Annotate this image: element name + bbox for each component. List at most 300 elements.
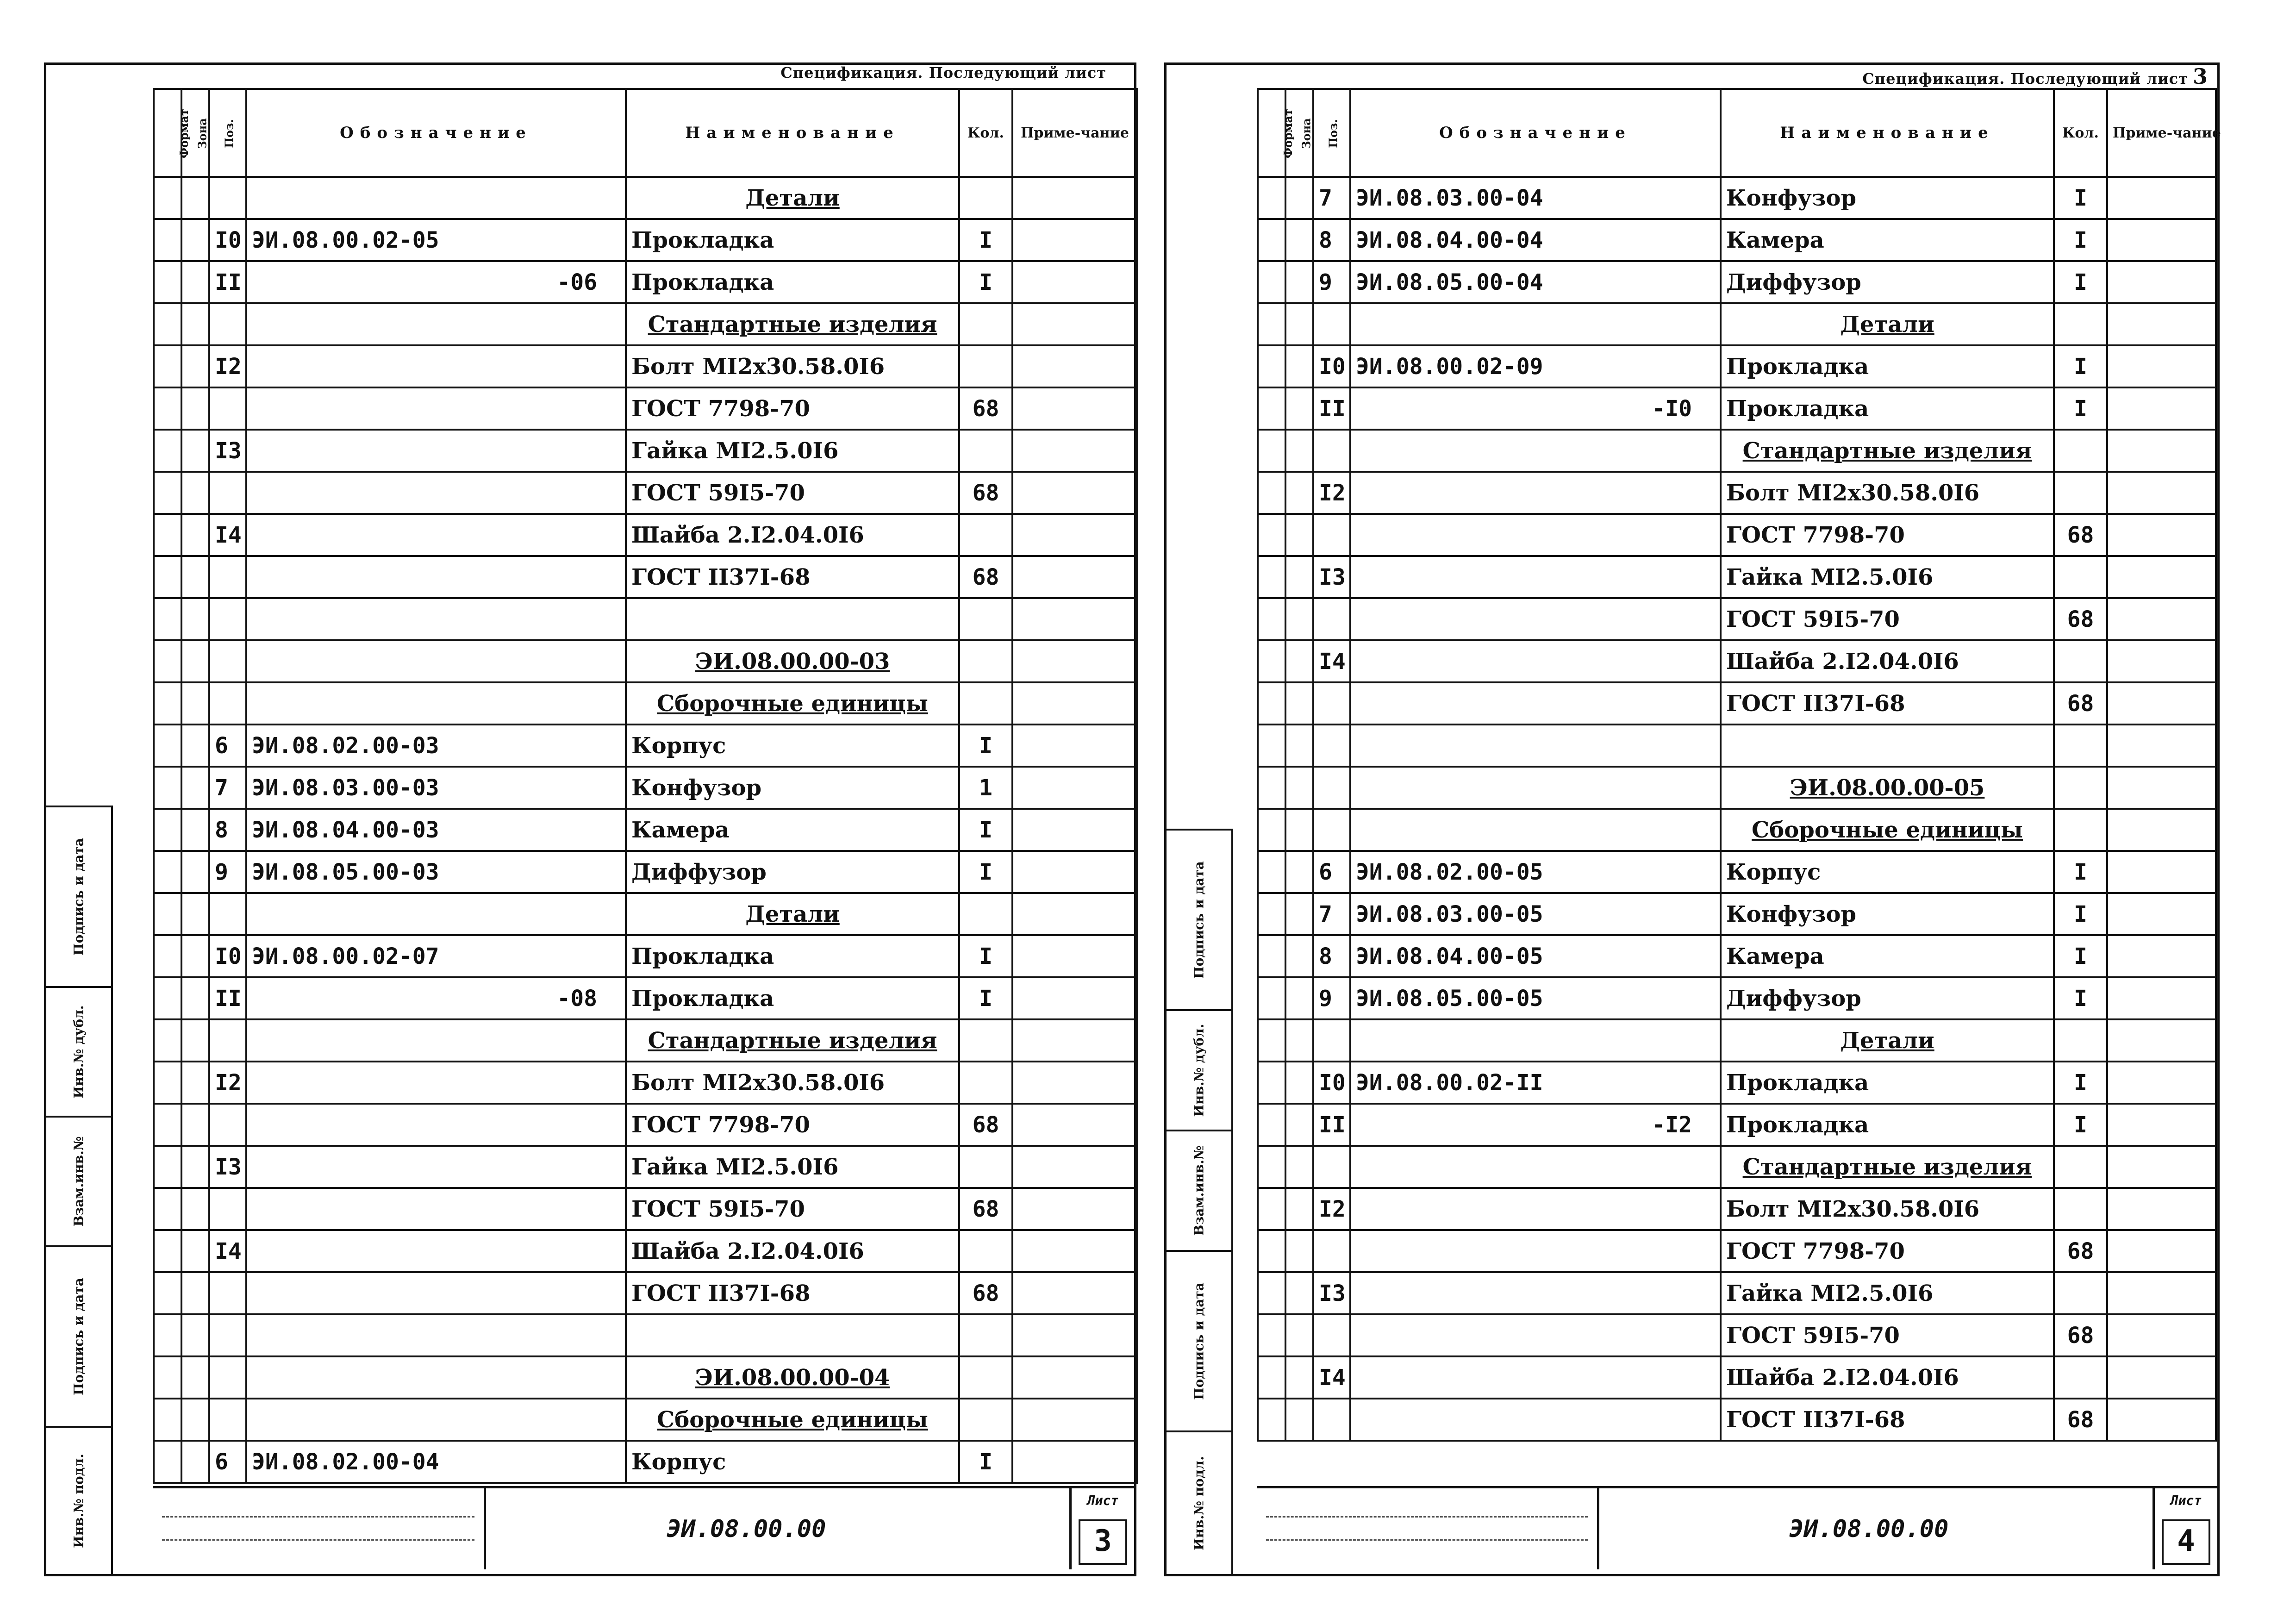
cell-note [1012, 1441, 1137, 1483]
cell-name: Стандартные изделия [1721, 430, 2054, 472]
cell-note [1012, 809, 1137, 851]
sheet-number: 3 [2192, 64, 2208, 89]
table-row [154, 430, 1137, 472]
cell-name: Прокладка [626, 977, 959, 1019]
cell-name: Гайка МI2.5.0I6 [1721, 556, 2054, 598]
table-row [154, 1356, 1137, 1399]
cell-fmt [1258, 935, 1285, 977]
cell-note [1012, 1272, 1137, 1314]
cell-note [1012, 1399, 1137, 1441]
cell-pos [209, 1314, 246, 1356]
table-row [1258, 1356, 2216, 1399]
table-row [154, 1062, 1137, 1104]
spec-rows [1258, 177, 2216, 1441]
cell-fmt [1258, 261, 1285, 303]
cell-zone [181, 893, 209, 935]
cell-name: Камера [626, 809, 959, 851]
sheet-header [1862, 64, 2208, 89]
cell-des [1350, 514, 1721, 556]
cell-pos: I4 [209, 514, 246, 556]
cell-name: Детали [626, 893, 959, 935]
cell-pos: I2 [209, 1062, 246, 1104]
cell-des: -I2 [1350, 1104, 1721, 1146]
table-row [1258, 1230, 2216, 1272]
cell-name: Гайка МI2.5.0I6 [1721, 1272, 2054, 1314]
cell-pos: 7 [1313, 893, 1350, 935]
cell-fmt [154, 177, 181, 219]
cell-name: Стандартные изделия [626, 303, 959, 345]
table-row [1258, 725, 2216, 767]
table-row [154, 219, 1137, 261]
strip-cell-sign-date-2: Подпись и дата [1167, 1250, 1231, 1430]
cell-note [2107, 219, 2216, 261]
cell-note [1012, 725, 1137, 767]
cell-des [246, 640, 626, 682]
cell-fmt [154, 556, 181, 598]
cell-zone [1285, 556, 1313, 598]
cell-fmt [154, 809, 181, 851]
cell-pos [209, 1272, 246, 1314]
cell-pos: I0 [209, 935, 246, 977]
cell-note [2107, 430, 2216, 472]
cell-pos: I3 [209, 1146, 246, 1188]
cell-note [1012, 1356, 1137, 1399]
cell-pos: 8 [209, 809, 246, 851]
cell-pos [1313, 682, 1350, 725]
table-row [154, 1230, 1137, 1272]
cell-note [1012, 556, 1137, 598]
cell-zone [181, 598, 209, 640]
cell-fmt [1258, 1230, 1285, 1272]
cell-zone [1285, 1019, 1313, 1062]
cell-des [1350, 303, 1721, 345]
col-qty: Кол. [2054, 89, 2107, 177]
cell-note [1012, 935, 1137, 977]
cell-note [1012, 598, 1137, 640]
cell-des: ЭИ.08.04.00-04 [1350, 219, 1721, 261]
cell-des [246, 1399, 626, 1441]
cell-qty [959, 1146, 1012, 1188]
cell-qty [2054, 767, 2107, 809]
cell-qty [2054, 1146, 2107, 1188]
table-row [154, 598, 1137, 640]
cell-note [2107, 1104, 2216, 1146]
cell-des [246, 1104, 626, 1146]
cell-fmt [1258, 1314, 1285, 1356]
cell-note [1012, 1146, 1137, 1188]
cell-pos: I3 [209, 430, 246, 472]
table-row [1258, 219, 2216, 261]
cell-fmt [154, 261, 181, 303]
cell-pos: 9 [209, 851, 246, 893]
cell-des [246, 514, 626, 556]
cell-note [2107, 1356, 2216, 1399]
binding-strip [1167, 829, 1233, 1574]
cell-des [246, 387, 626, 430]
table-row [154, 1019, 1137, 1062]
cell-des [246, 556, 626, 598]
table-row [154, 177, 1137, 219]
cell-name: Диффузор [1721, 977, 2054, 1019]
cell-des [246, 345, 626, 387]
cell-fmt [1258, 1272, 1285, 1314]
cell-note [2107, 1146, 2216, 1188]
cell-name: Шайба 2.I2.04.0I6 [626, 1230, 959, 1272]
cell-zone [181, 640, 209, 682]
list-label: Лист [2170, 1493, 2202, 1508]
cell-pos [209, 556, 246, 598]
cell-note [1012, 1314, 1137, 1356]
cell-qty [2054, 640, 2107, 682]
cell-qty [959, 598, 1012, 640]
table-row [154, 303, 1137, 345]
cell-zone [181, 725, 209, 767]
cell-zone [1285, 1399, 1313, 1441]
table-row [1258, 1104, 2216, 1146]
title-block [153, 1486, 1134, 1569]
cell-des [246, 1188, 626, 1230]
cell-qty: I [2054, 387, 2107, 430]
cell-fmt [1258, 345, 1285, 387]
col-pos: Поз. [1313, 89, 1350, 177]
spec-table [153, 88, 1138, 1484]
cell-fmt [1258, 893, 1285, 935]
cell-zone [1285, 598, 1313, 640]
cell-des: ЭИ.08.03.00-05 [1350, 893, 1721, 935]
table-row [1258, 935, 2216, 977]
cell-des: -08 [246, 977, 626, 1019]
cell-zone [1285, 1272, 1313, 1314]
table-row [154, 387, 1137, 430]
sheet-header [780, 64, 1106, 81]
cell-name: Камера [1721, 219, 2054, 261]
sheet-header-text: Спецификация. Последующий лист [780, 64, 1106, 81]
cell-des: ЭИ.08.04.00-03 [246, 809, 626, 851]
cell-qty: I [2054, 1104, 2107, 1146]
cell-des: -I0 [1350, 387, 1721, 430]
cell-des: ЭИ.08.03.00-03 [246, 767, 626, 809]
cell-note [2107, 1188, 2216, 1230]
cell-note [2107, 682, 2216, 725]
cell-name: Конфузор [626, 767, 959, 809]
cell-note [2107, 303, 2216, 345]
cell-pos: I4 [1313, 640, 1350, 682]
cell-fmt [154, 1146, 181, 1188]
cell-zone [1285, 387, 1313, 430]
cell-zone [1285, 935, 1313, 977]
cell-name: Корпус [626, 725, 959, 767]
cell-des [1350, 640, 1721, 682]
cell-zone [1285, 809, 1313, 851]
cell-fmt [154, 472, 181, 514]
cell-qty [2054, 303, 2107, 345]
cell-pos: I0 [209, 219, 246, 261]
cell-qty: 68 [959, 387, 1012, 430]
cell-qty: I [959, 219, 1012, 261]
cell-qty: 68 [2054, 1230, 2107, 1272]
cell-fmt [1258, 1019, 1285, 1062]
cell-zone [1285, 1314, 1313, 1356]
table-row [1258, 893, 2216, 935]
cell-qty [2054, 1019, 2107, 1062]
cell-qty [2054, 556, 2107, 598]
cell-name: ГОСТ 7798-70 [626, 1104, 959, 1146]
cell-pos [1313, 725, 1350, 767]
cell-des: ЭИ.08.02.00-03 [246, 725, 626, 767]
col-designation: Обозначение [246, 89, 626, 177]
cell-fmt [154, 430, 181, 472]
cell-name: Стандартные изделия [626, 1019, 959, 1062]
cell-note [2107, 1399, 2216, 1441]
cell-note [2107, 1019, 2216, 1062]
cell-note [1012, 430, 1137, 472]
table-row [154, 851, 1137, 893]
cell-zone [181, 809, 209, 851]
cell-fmt [1258, 177, 1285, 219]
cell-qty: I [2054, 935, 2107, 977]
cell-name: Шайба 2.I2.04.0I6 [1721, 1356, 2054, 1399]
cell-zone [181, 977, 209, 1019]
cell-qty: I [2054, 1062, 2107, 1104]
col-pos: Поз. [209, 89, 246, 177]
cell-zone [181, 1188, 209, 1230]
cell-zone [1285, 1146, 1313, 1188]
cell-fmt [1258, 1146, 1285, 1188]
cell-des [246, 1062, 626, 1104]
cell-des: ЭИ.08.05.00-03 [246, 851, 626, 893]
signature-area [153, 1488, 486, 1569]
col-note: Приме-чание [2107, 89, 2216, 177]
cell-zone [1285, 1062, 1313, 1104]
cell-pos [1313, 430, 1350, 472]
cell-fmt [1258, 387, 1285, 430]
table-row [154, 1146, 1137, 1188]
cell-zone [1285, 430, 1313, 472]
cell-zone [181, 472, 209, 514]
cell-name [626, 598, 959, 640]
col-designation: Обозначение [1350, 89, 1721, 177]
cell-zone [181, 556, 209, 598]
cell-zone [181, 514, 209, 556]
cell-pos [209, 598, 246, 640]
cell-des [246, 472, 626, 514]
cell-fmt [154, 640, 181, 682]
cell-qty: I [2054, 893, 2107, 935]
cell-qty: I [959, 261, 1012, 303]
col-name: Наименование [1721, 89, 2054, 177]
cell-pos [1313, 1146, 1350, 1188]
cell-name: Сборочные единицы [1721, 809, 2054, 851]
cell-pos: 8 [1313, 219, 1350, 261]
cell-note [1012, 640, 1137, 682]
cell-fmt [1258, 1062, 1285, 1104]
cell-des [1350, 556, 1721, 598]
cell-name: ГОСТ 59I5-70 [626, 472, 959, 514]
table-row [1258, 345, 2216, 387]
cell-fmt [1258, 809, 1285, 851]
cell-pos [1313, 1399, 1350, 1441]
cell-fmt [1258, 767, 1285, 809]
cell-fmt [154, 1272, 181, 1314]
cell-qty [2054, 809, 2107, 851]
cell-fmt [1258, 1188, 1285, 1230]
cell-note [1012, 893, 1137, 935]
table-row [154, 977, 1137, 1019]
table-row [1258, 556, 2216, 598]
strip-cell-sign-date: Подпись и дата [1167, 829, 1231, 1009]
cell-fmt [154, 1441, 181, 1483]
cell-des: ЭИ.08.05.00-04 [1350, 261, 1721, 303]
cell-qty [959, 640, 1012, 682]
cell-qty [959, 430, 1012, 472]
cell-name: Шайба 2.I2.04.0I6 [1721, 640, 2054, 682]
cell-pos: I4 [1313, 1356, 1350, 1399]
cell-zone [181, 303, 209, 345]
cell-name: Камера [1721, 935, 2054, 977]
cell-note [1012, 303, 1137, 345]
cell-qty: I [2054, 177, 2107, 219]
cell-des: ЭИ.08.00.02-07 [246, 935, 626, 977]
cell-pos: I2 [209, 345, 246, 387]
table-row [154, 514, 1137, 556]
cell-qty [959, 1230, 1012, 1272]
table-row [154, 935, 1137, 977]
cell-fmt [154, 345, 181, 387]
cell-pos [1313, 809, 1350, 851]
cell-qty [959, 1019, 1012, 1062]
cell-name: Гайка МI2.5.0I6 [626, 430, 959, 472]
cell-pos [209, 1356, 246, 1399]
cell-zone [181, 1441, 209, 1483]
cell-qty: I [2054, 261, 2107, 303]
col-name: Наименование [626, 89, 959, 177]
cell-zone [1285, 345, 1313, 387]
cell-fmt [154, 935, 181, 977]
cell-pos [1313, 1230, 1350, 1272]
table-row [154, 261, 1137, 303]
cell-fmt [154, 598, 181, 640]
cell-zone [181, 177, 209, 219]
cell-pos [209, 1188, 246, 1230]
cell-fmt [1258, 472, 1285, 514]
cell-pos [209, 1104, 246, 1146]
cell-zone [1285, 1188, 1313, 1230]
cell-des [1350, 809, 1721, 851]
list-number-box [2152, 1488, 2217, 1569]
table-row [154, 1104, 1137, 1146]
cell-name: Прокладка [1721, 345, 2054, 387]
cell-note [2107, 177, 2216, 219]
strip-cell-sign-date: Подпись и дата [46, 806, 111, 986]
cell-fmt [154, 977, 181, 1019]
cell-name: Корпус [1721, 851, 2054, 893]
cell-fmt [154, 303, 181, 345]
cell-qty: 68 [959, 1104, 1012, 1146]
table-row [1258, 177, 2216, 219]
cell-note [2107, 809, 2216, 851]
cell-qty [959, 682, 1012, 725]
cell-note [2107, 1272, 2216, 1314]
cell-note [2107, 556, 2216, 598]
cell-qty [959, 893, 1012, 935]
cell-name: Диффузор [1721, 261, 2054, 303]
cell-qty: 68 [2054, 598, 2107, 640]
cell-name: Прокладка [626, 935, 959, 977]
cell-qty: I [959, 725, 1012, 767]
cell-fmt [154, 1356, 181, 1399]
cell-des [246, 1272, 626, 1314]
cell-name: ГОСТ 59I5-70 [1721, 598, 2054, 640]
cell-pos: II [209, 261, 246, 303]
cell-des [1350, 1146, 1721, 1188]
cell-des [1350, 682, 1721, 725]
cell-qty: I [959, 977, 1012, 1019]
cell-zone [181, 219, 209, 261]
cell-zone [181, 1062, 209, 1104]
cell-pos [209, 177, 246, 219]
cell-name: ГОСТ 7798-70 [1721, 1230, 2054, 1272]
cell-qty [2054, 1188, 2107, 1230]
cell-name: ГОСТ 59I5-70 [1721, 1314, 2054, 1356]
col-format: Формат [154, 89, 181, 177]
table-row [154, 1399, 1137, 1441]
cell-fmt [154, 1104, 181, 1146]
cell-name: ГОСТ 7798-70 [626, 387, 959, 430]
cell-zone [181, 1019, 209, 1062]
cell-pos [209, 387, 246, 430]
cell-note [1012, 851, 1137, 893]
cell-name: Стандартные изделия [1721, 1146, 2054, 1188]
table-row [1258, 598, 2216, 640]
binding-strip [46, 806, 113, 1574]
cell-pos [1313, 514, 1350, 556]
document-code: ЭИ.08.00.00 [667, 1515, 826, 1543]
table-row [1258, 303, 2216, 345]
strip-cell-repl-no: Взам.инв.№ [46, 1116, 111, 1245]
cell-name: Детали [626, 177, 959, 219]
cell-fmt [154, 1314, 181, 1356]
cell-pos: I0 [1313, 1062, 1350, 1104]
cell-note [1012, 1062, 1137, 1104]
table-row [1258, 640, 2216, 682]
cell-name: ГОСТ II37I-68 [626, 556, 959, 598]
cell-des: -06 [246, 261, 626, 303]
cell-note [1012, 261, 1137, 303]
cell-pos: 7 [209, 767, 246, 809]
cell-zone [1285, 303, 1313, 345]
cell-name: Прокладка [626, 261, 959, 303]
cell-name: Конфузор [1721, 893, 2054, 935]
table-row [1258, 261, 2216, 303]
cell-des [1350, 472, 1721, 514]
cell-qty [959, 303, 1012, 345]
cell-qty [959, 514, 1012, 556]
cell-pos: I3 [1313, 1272, 1350, 1314]
cell-des: ЭИ.08.00.02-05 [246, 219, 626, 261]
cell-zone [1285, 1104, 1313, 1146]
table-row [154, 1314, 1137, 1356]
cell-des: ЭИ.08.02.00-04 [246, 1441, 626, 1483]
col-format: Формат [1258, 89, 1285, 177]
cell-qty [959, 1062, 1012, 1104]
cell-fmt [1258, 514, 1285, 556]
cell-fmt [1258, 1104, 1285, 1146]
cell-name: Прокладка [1721, 387, 2054, 430]
cell-name: ГОСТ 59I5-70 [626, 1188, 959, 1230]
cell-fmt [154, 682, 181, 725]
table-row [1258, 1146, 2216, 1188]
cell-fmt [154, 1019, 181, 1062]
